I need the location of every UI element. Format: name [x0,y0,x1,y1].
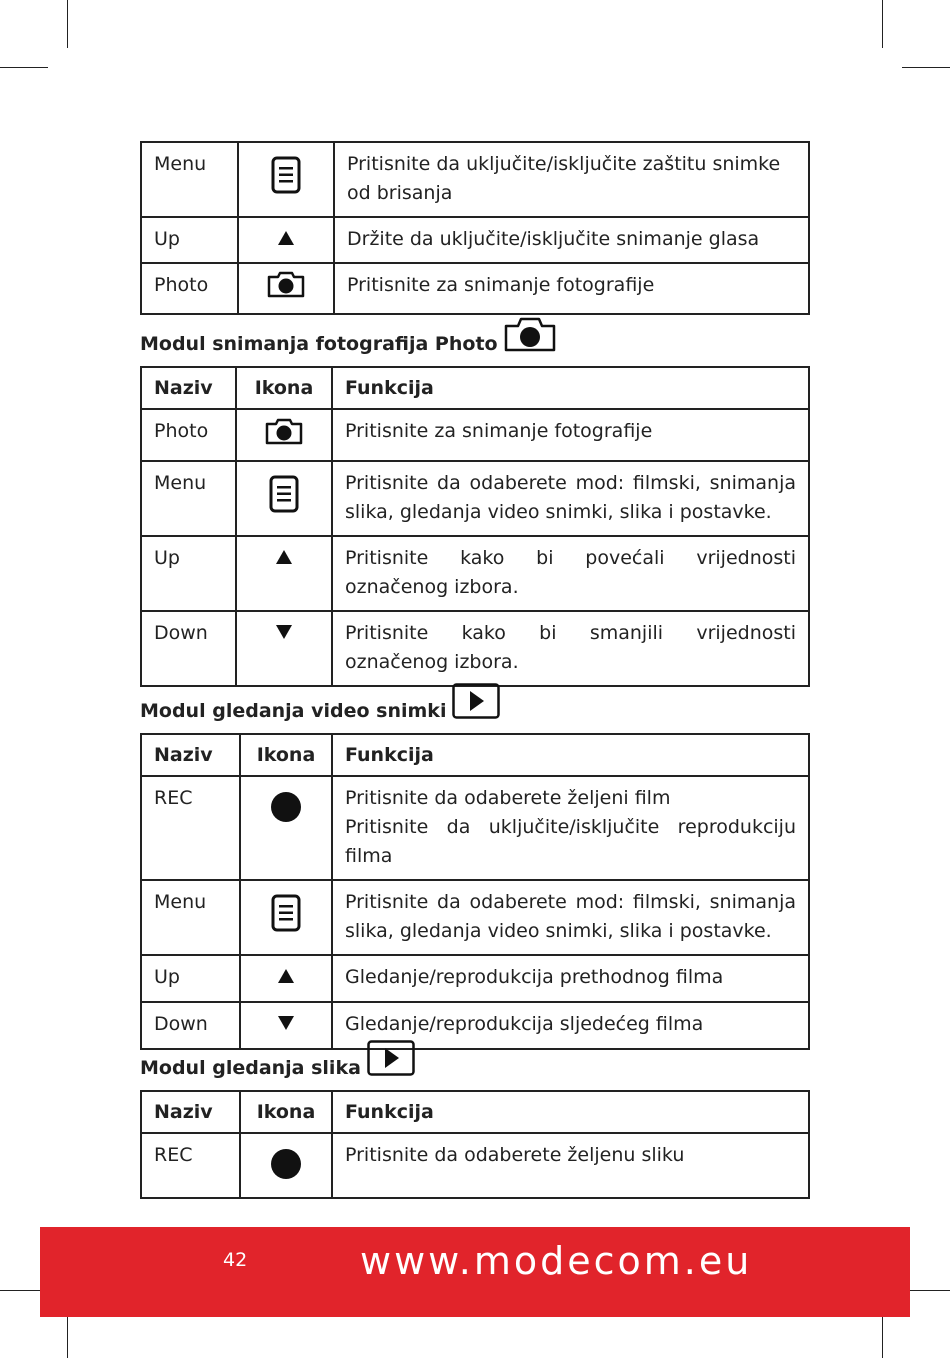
header-name: Naziv [141,734,240,776]
table-row [141,142,809,217]
footer-bar [40,1227,910,1317]
cell-function [332,776,809,880]
camera-icon [236,409,332,461]
cell-function: Držite da uključite/isključite snimanje glasa [334,217,809,263]
cell-function: Pritisnite da odaberete mod: filmski, snimanja slika, gledanja video snimki, slika i postavke. [332,880,809,955]
photo-mode-table [140,366,810,687]
section-heading-photo [140,316,556,358]
record-icon [240,1133,332,1198]
cell-function: Gledanje/reprodukcija sljedećeg filma [332,1002,809,1049]
header-function: Funkcija [332,734,809,776]
crop-mark [902,67,950,68]
cell-function: Pritisnite za snimanje fotografije [332,409,809,461]
table-row [141,611,809,686]
table-header [141,734,809,776]
video-playback-table [140,733,810,1050]
cell-name: REC [141,776,240,880]
section-title: Modul gledanja slika [140,1057,361,1079]
cell-name: Up [141,955,240,1002]
table-row [141,536,809,611]
table-row [141,776,809,880]
section-title: Modul snimanja fotografija Photo [140,333,498,355]
header-name: Naziv [141,1091,240,1133]
table-header [141,367,809,409]
cell-name: Up [141,217,238,263]
cell-name: Menu [141,880,240,955]
cell-function: Pritisnite kako bi povećali vrijednosti označenog izbora. [332,536,809,611]
play-icon [452,683,500,725]
cell-name: REC [141,1133,240,1198]
cell-function: Pritisnite da uključite/isključite zaštitu snimke od brisanja [334,142,809,217]
cell-function: Pritisnite da odaberete mod: filmski, snimanja slika, gledanja video snimki, slika i postavke. [332,461,809,536]
cell-name: Down [141,1002,240,1049]
up-arrow-icon [236,536,332,611]
function-line: Pritisnite da uključite/isključite reprodukciju filma [345,816,796,867]
menu-icon [240,880,332,955]
header-function: Funkcija [332,1091,809,1133]
section-heading-images [140,1040,415,1082]
crop-mark [882,0,883,48]
table-row [141,217,809,263]
up-arrow-icon [238,217,334,263]
cell-name: Menu [141,142,238,217]
menu-icon [236,461,332,536]
cell-name: Up [141,536,236,611]
section-title: Modul gledanja video snimki [140,700,447,722]
cell-name: Menu [141,461,236,536]
header-name: Naziv [141,367,236,409]
play-icon [367,1040,415,1082]
table-row [141,461,809,536]
section-heading-video [140,683,500,725]
menu-icon [238,142,334,217]
camera-icon [504,316,556,358]
cell-function: Gledanje/reprodukcija prethodnog filma [332,955,809,1002]
header-icon: Ikona [240,1091,332,1133]
image-browsing-table [140,1090,810,1199]
cell-name: Photo [141,263,238,314]
cell-function: Pritisnite za snimanje fotografije [334,263,809,314]
header-function: Funkcija [332,367,809,409]
record-icon [240,776,332,880]
cell-function: Pritisnite kako bi smanjili vrijednosti označenog izbora. [332,611,809,686]
table-row [141,880,809,955]
table-row [141,263,809,314]
cell-name: Down [141,611,236,686]
crop-mark [882,1310,883,1358]
table-row [141,409,809,461]
page-number: 42 [223,1249,248,1271]
header-icon: Ikona [240,734,332,776]
cell-function: Pritisnite da odaberete željenu sliku [332,1133,809,1198]
crop-mark [67,1310,68,1358]
function-line: Pritisnite da odaberete željeni film [345,787,671,809]
website-url: www.modecom.eu [360,1239,753,1283]
down-arrow-icon [236,611,332,686]
table-row [141,955,809,1002]
crop-mark [67,0,68,48]
camera-icon [238,263,334,314]
table-header [141,1091,809,1133]
crop-mark [0,67,48,68]
controls-table-top [140,141,810,315]
up-arrow-icon [240,955,332,1002]
table-row [141,1133,809,1198]
header-icon: Ikona [236,367,332,409]
cell-name: Photo [141,409,236,461]
